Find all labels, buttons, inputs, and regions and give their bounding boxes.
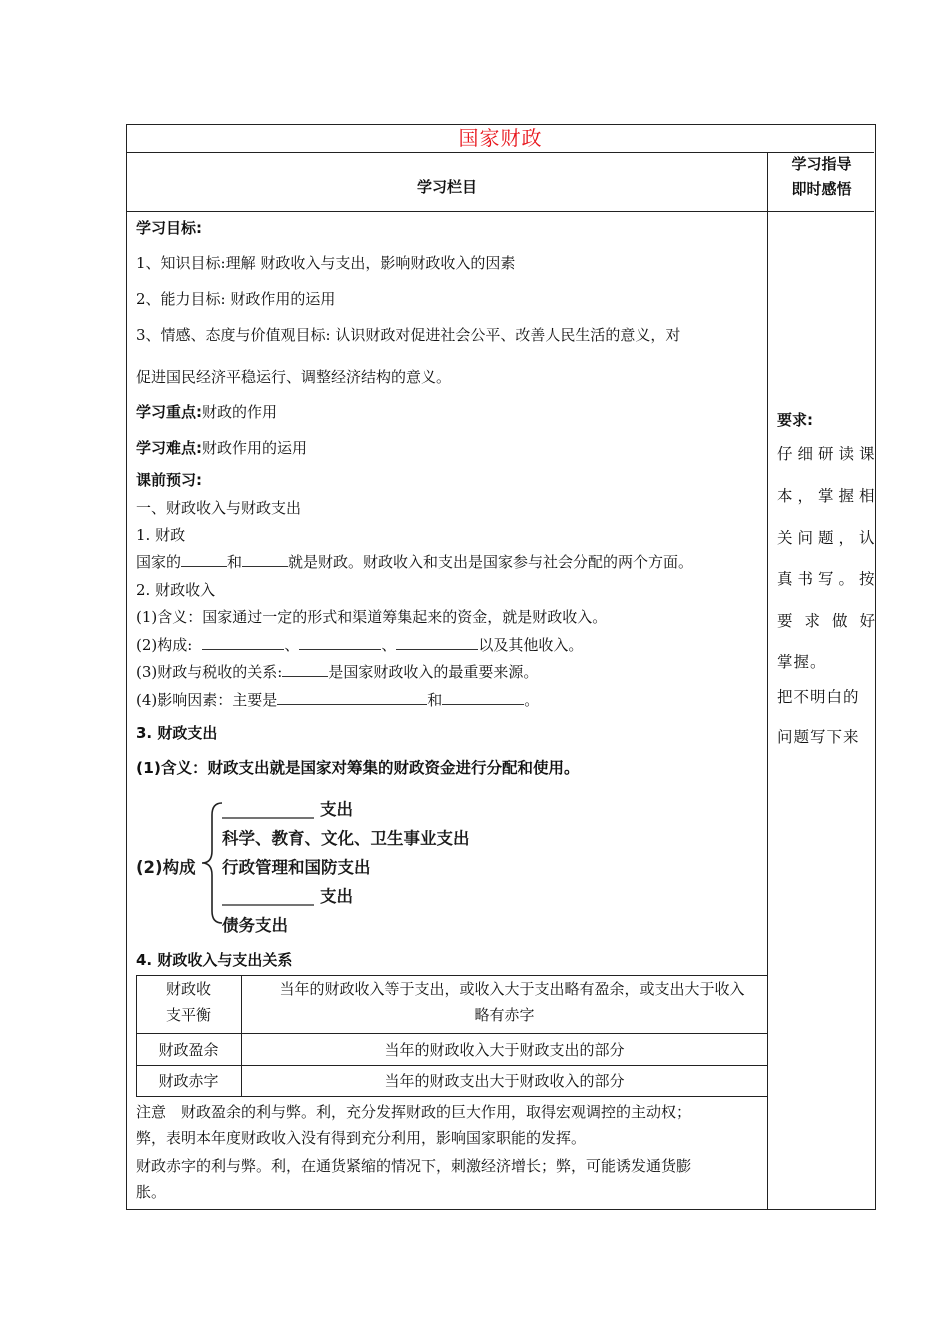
blank [442,690,524,705]
side-line-5: 要求做好 [777,612,888,630]
term-balance-a: 财政收 [165,980,211,998]
side-label: 要求: [777,411,813,429]
item-2-4 [136,689,539,710]
note-1: 注意 财政盈余的利与弊。利，充分发挥财政的巨大作用，取得宏观调控的主动权； [136,1103,692,1121]
item-2-3-b: 是国家财政收入的最重要来源。 [328,663,539,681]
item-1: 1. 财政 [136,526,186,544]
term-deficit: 财政赤字 [158,1072,219,1090]
relation-table [136,975,768,1097]
item-1-text-b: 和 [227,553,243,571]
goals-heading: 学习目标: [136,219,202,237]
term-balance-b: 支平衡 [165,1006,211,1024]
item-2-2 [136,634,583,655]
goal-1: 1、知识目标:理解 财政收入与支出，影响财政收入的因素 [136,254,516,272]
expenditure-structure [136,793,516,933]
def-deficit: 当年的财政支出大于财政收入的部分 [384,1072,625,1090]
item-1-text-c: 就是财政。财政收入和支出是国家参与社会分配的两个方面。 [288,553,694,571]
item-2-4-a: (4)影响因素：主要是 [136,691,278,709]
item-3: 3. 财政支出 [136,724,218,742]
difficult-point-label: 学习难点: [136,439,202,457]
structure-row-1: 支出 [320,800,353,819]
structure-row-5: 债务支出 [222,916,288,935]
side-line-2: 本，掌握相 [777,487,880,505]
rule [136,1096,768,1097]
item-2-4-b: 和 [427,691,443,709]
item-2-2-end: 以及其他收入。 [478,636,584,654]
sep: 、 [284,636,300,654]
item-3-1: (1)含义：财政支出就是国家对筹集的财政资金进行分配和使用。 [136,759,580,777]
item-2-4-c: 。 [524,691,540,709]
side-line-6: 掌握。 [777,653,827,671]
structure-row-2: 科学、教育、文化、卫生事业支出 [222,829,470,848]
worksheet-table [126,124,888,1210]
preview-heading: 课前预习: [136,471,202,489]
title-row [127,125,874,153]
rule [136,975,768,976]
def-surplus: 当年的财政收入大于财政支出的部分 [384,1041,625,1059]
side-line-3: 关问题，认 [777,529,880,547]
header-right-1: 学习指导 [791,155,852,173]
blank [299,635,381,650]
item-1-text [136,551,693,572]
key-point-label: 学习重点: [136,403,202,421]
side-line-1: 仔细研读课 [777,445,880,463]
key-point-text: 财政的作用 [202,403,278,421]
structure-label: (2)构成 [136,858,196,877]
item-2-2-a: (2)构成: [136,636,193,654]
difficult-point-text: 财政作用的运用 [202,439,308,457]
note-2: 弊，表明本年度财政收入没有得到充分利用，影响国家职能的发挥。 [136,1129,587,1147]
note-4: 胀。 [136,1183,167,1201]
side-line-7: 把不明白的 [777,688,860,706]
header-left: 学习栏目 [416,178,477,196]
key-point [136,401,277,422]
goal-3b: 促进国民经济平稳运行、调整经济结构的意义。 [136,368,452,386]
side-line-8: 问题写下来 [777,728,860,746]
structure-row-4: 支出 [320,887,353,906]
goal-3a: 3、情感、态度与价值观目标: 认识财政对促进社会公平、改善人民生活的意义，对 [136,326,681,344]
difficult-point [136,437,307,458]
blank [181,552,227,567]
section-1: 一、财政收入与财政支出 [136,499,302,517]
term-surplus: 财政盈余 [158,1041,219,1059]
goal-2: 2、能力目标: 财政作用的运用 [136,290,336,308]
note-3: 财政赤字的利与弊。利，在通货紧缩的情况下，刺激经济增长；弊，可能诱发通货膨 [136,1157,692,1175]
item-4: 4. 财政收入与支出关系 [136,951,293,969]
item-2-1: (1)含义：国家通过一定的形式和渠道筹集起来的资金，就是财政收入。 [136,608,608,626]
def-balance-a: 当年的财政收入等于支出，或收入大于支出略有盈余，或支出大于收入 [279,980,745,998]
blank [277,690,427,705]
page-title: 国家财政 [458,126,543,150]
header-right-2: 即时感悟 [791,180,852,198]
rule [136,1065,768,1066]
item-1-text-a: 国家的 [136,553,182,571]
blank [242,552,288,567]
blank [202,635,284,650]
structure-row-3: 行政管理和国防支出 [222,858,371,877]
def-balance-b: 略有赤字 [474,1006,535,1024]
rule [136,1033,768,1034]
blank [282,662,328,677]
item-2-3 [136,661,538,682]
item-2: 2. 财政收入 [136,581,216,599]
blank [396,635,478,650]
item-2-3-a: (3)财政与税收的关系: [136,663,283,681]
sep: 、 [381,636,397,654]
side-line-4: 真书写。按 [777,570,880,588]
